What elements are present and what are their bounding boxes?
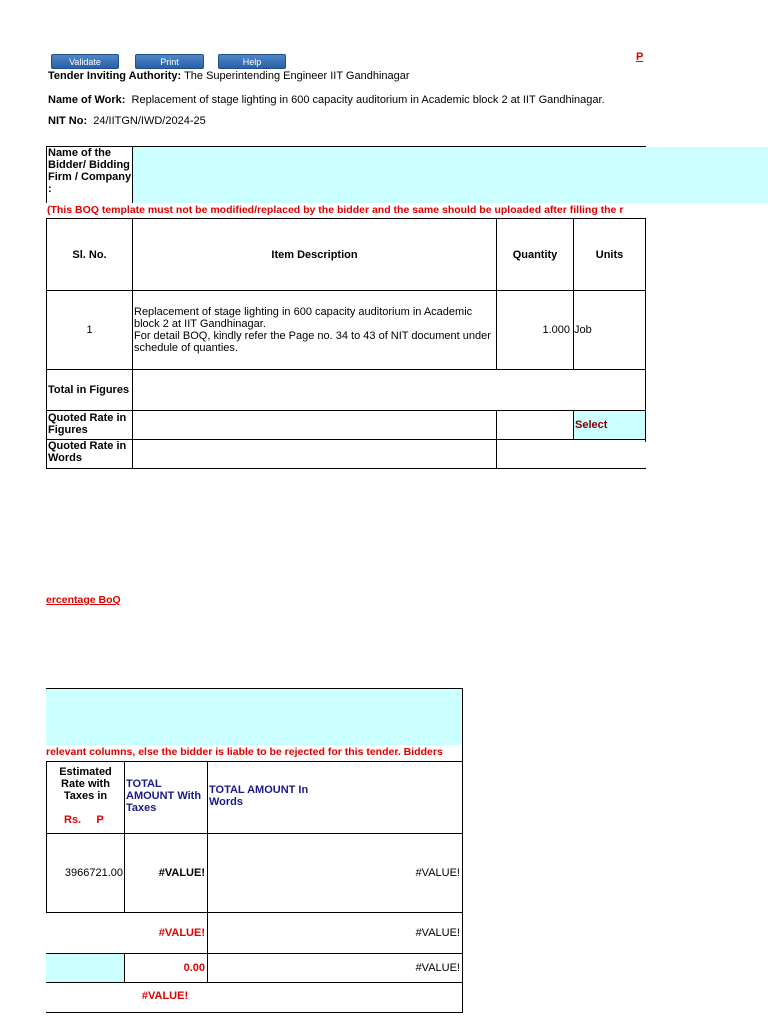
authority-label: Tender Inviting Authority: xyxy=(48,70,182,82)
header-sl-no: Sl. No. xyxy=(72,249,107,261)
header-est-rate-currency: Rs. P xyxy=(64,814,104,826)
row1-est-rate: 3966721.00 xyxy=(64,867,123,879)
quoted-words-label: Quoted Rate in Words xyxy=(48,440,127,464)
row1-total-amount: #VALUE! xyxy=(158,867,205,879)
bidder-name-input[interactable] xyxy=(133,147,768,203)
authority-value: The Superintending Engineer IIT Gandhinagar xyxy=(184,70,410,82)
work-line xyxy=(48,94,605,106)
bidder-name-continuation[interactable] xyxy=(46,689,462,745)
work-value: Replacement of stage lighting in 600 capacity auditorium in Academic block 2 at IIT Gandhinagar. xyxy=(131,94,605,106)
row1-sl: 1 xyxy=(86,324,93,336)
row1-units: Job xyxy=(574,324,592,336)
quoted-figures-amount: 0.00 xyxy=(183,962,205,974)
row1-description: Replacement of stage lighting in 600 capacity auditorium in Academic block 2 at IIT Gandhinagar. For detail BOQ, kindly refer the Page no. 34 to 43 of NIT document under schedule of quanties. xyxy=(134,306,491,354)
authority-line xyxy=(48,70,410,82)
print-button[interactable]: Print xyxy=(135,54,204,69)
quoted-figures-words: #VALUE! xyxy=(415,962,460,974)
bidder-label: Name of the Bidder/ Bidding Firm / Company : xyxy=(48,147,132,195)
header-total-words: TOTAL AMOUNT In Words xyxy=(209,784,309,808)
nit-value: 24/IITGN/IWD/2024-25 xyxy=(93,115,206,127)
header-total-amount: TOTAL AMOUNT With Taxes xyxy=(126,778,202,814)
work-label: Name of Work: xyxy=(48,94,126,106)
header-units: Units xyxy=(595,249,624,261)
validate-button[interactable]: Validate xyxy=(51,54,119,69)
header-est-rate: Estimated Rate with Taxes in xyxy=(59,766,112,802)
row1-total-words: #VALUE! xyxy=(415,867,460,879)
quoted-words-amount: #VALUE! xyxy=(141,990,189,1002)
quoted-figures-label: Quoted Rate in Figures xyxy=(48,412,127,436)
percentage-boq-link[interactable]: ercentage BoQ xyxy=(46,594,121,606)
boq-warning-continued: relevant columns, else the bidder is liable to be rejected for this tender. Bidders xyxy=(46,746,443,758)
nit-label: NIT No: xyxy=(48,115,88,127)
boq-warning: (This BOQ template must not be modified/replaced by the bidder and the same should be uploaded after filling the r xyxy=(47,204,624,216)
quoted-rate-input[interactable] xyxy=(46,954,124,982)
header-quantity: Quantity xyxy=(512,249,558,261)
help-button[interactable]: Help xyxy=(218,54,286,69)
nit-line xyxy=(48,115,206,127)
row1-quantity: 1.000 xyxy=(542,324,570,336)
quoted-select-dropdown[interactable]: Select xyxy=(574,411,645,439)
total-figures-amount: #VALUE! xyxy=(158,927,205,939)
total-figures-words: #VALUE! xyxy=(415,927,460,939)
total-figures-label: Total in Figures xyxy=(48,384,130,396)
header-item-description: Item Description xyxy=(271,249,358,261)
top-right-link[interactable]: P xyxy=(636,51,644,63)
